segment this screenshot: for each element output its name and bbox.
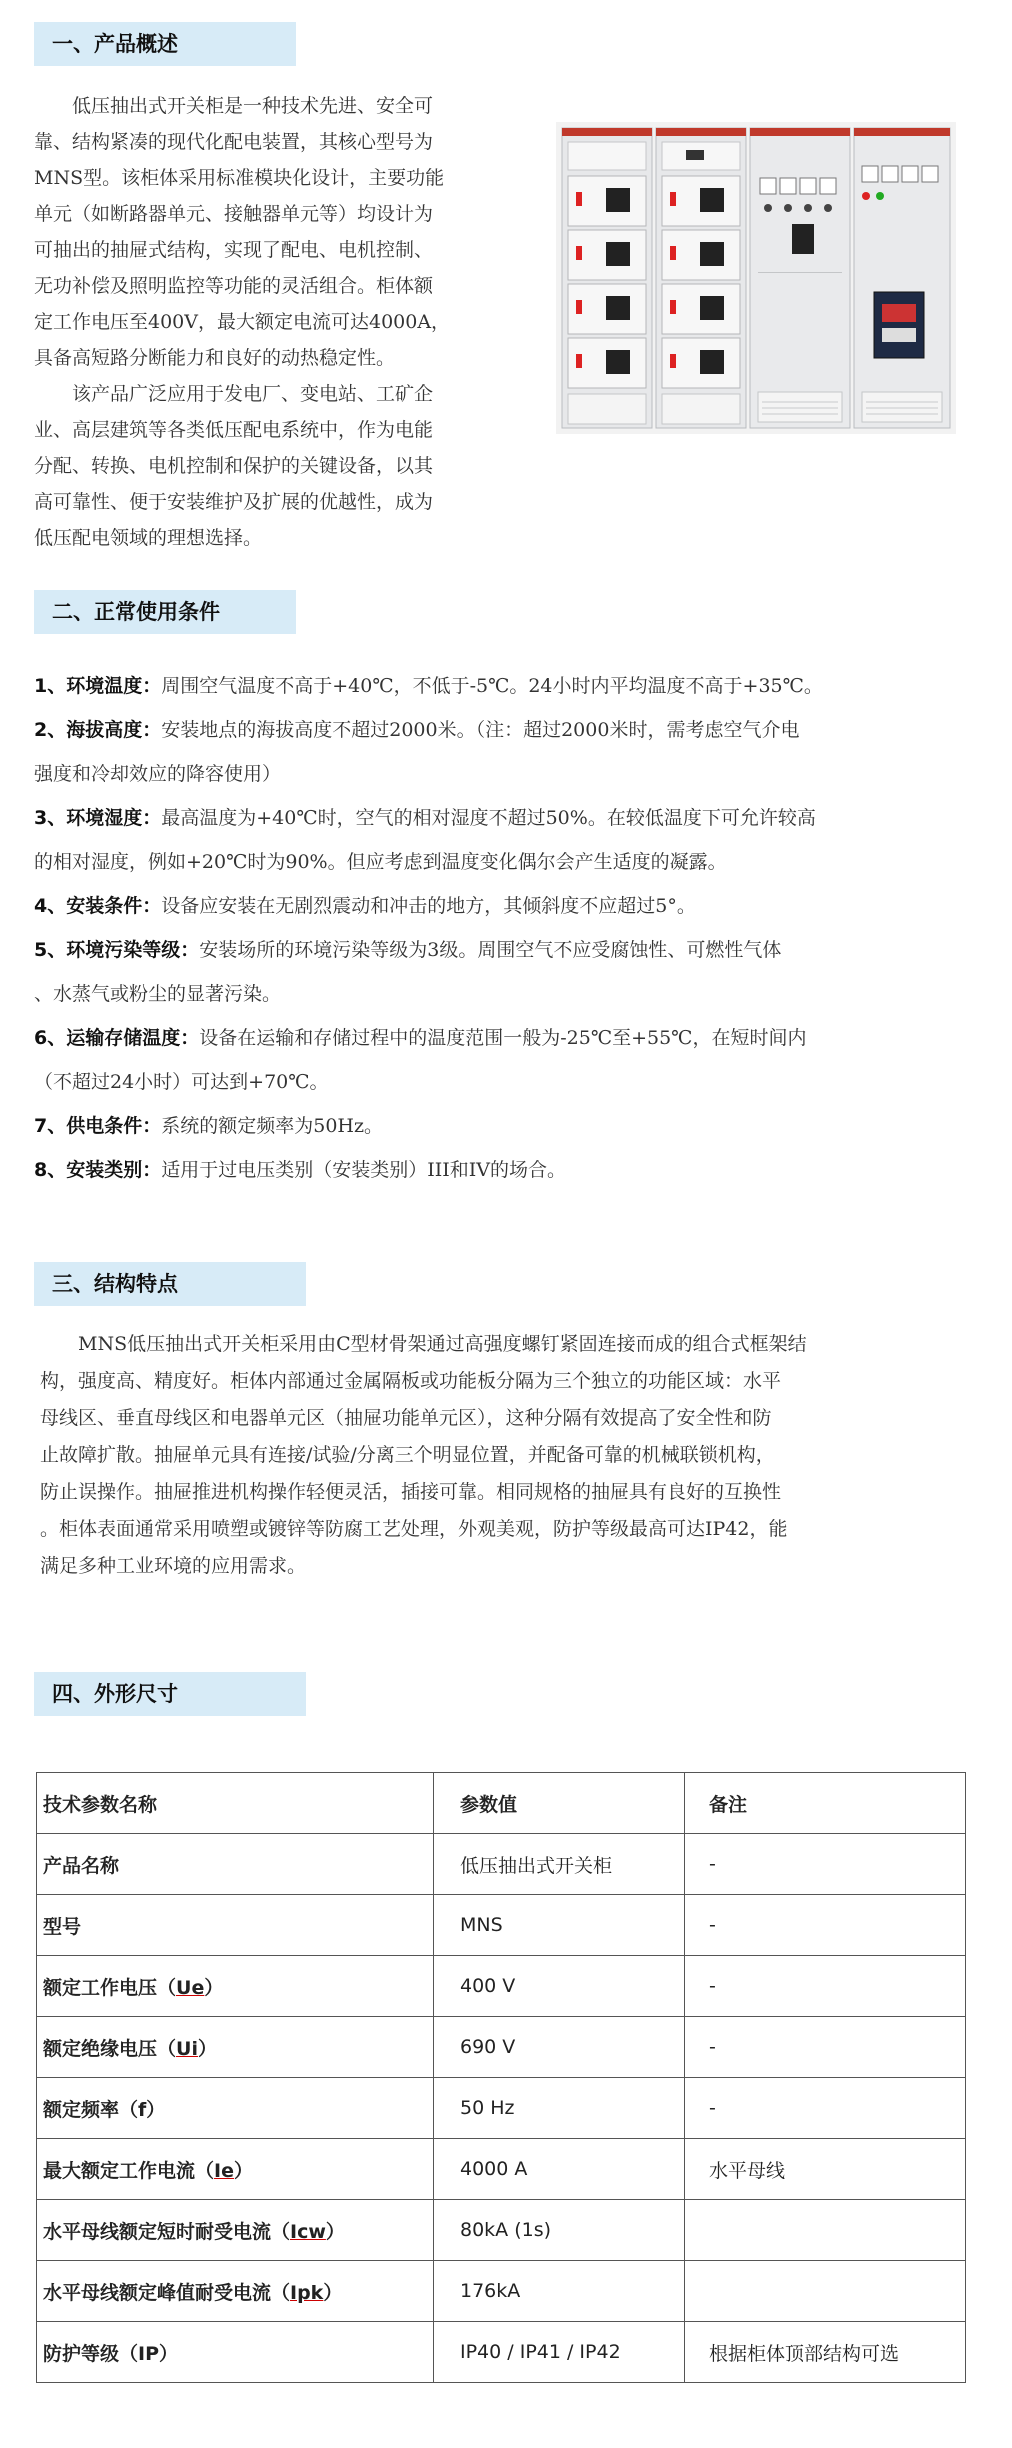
overview-line: 该产品广泛应用于发电厂、变电站、工矿企	[72, 383, 434, 405]
param-note: -	[685, 1834, 966, 1895]
overview-line: MNS型。该柜体采用标准模块化设计，主要功能	[34, 167, 445, 189]
param-value: IP40 / IP41 / IP42	[434, 2322, 685, 2383]
param-name: 最大额定工作电流（Ie）	[37, 2139, 434, 2200]
condition-title: 6、运输存储温度：	[34, 1027, 200, 1049]
condition-item	[34, 1148, 974, 1192]
condition-text: 设备在运输和存储过程中的温度范围一般为-25℃至+55℃，在短时间内	[199, 1027, 807, 1049]
structure-line: 构，强度高、精度好。柜体内部通过金属隔板或功能板分隔为三个独立的功能区域：水平	[40, 1370, 782, 1392]
condition-item	[34, 884, 974, 928]
table-header-row	[37, 1773, 966, 1834]
header-cell: 技术参数名称	[37, 1773, 434, 1834]
param-name: 水平母线额定短时耐受电流（Icw）	[37, 2200, 434, 2261]
param-name: 产品名称	[37, 1834, 434, 1895]
param-value: 低压抽出式开关柜	[434, 1834, 685, 1895]
condition-text: 安装地点的海拔高度不超过2000米。（注：超过2000米时，需考虑空气介电	[161, 719, 800, 741]
overview-line: 靠、结构紧凑的现代化配电装置，其核心型号为	[34, 131, 434, 153]
condition-title: 4、安装条件：	[34, 895, 162, 917]
param-value: 176kA	[434, 2261, 685, 2322]
condition-title: 8、安装类别：	[34, 1159, 162, 1181]
param-note: -	[685, 2078, 966, 2139]
param-name: 水平母线额定峰值耐受电流（Ipk）	[37, 2261, 434, 2322]
condition-text: 系统的额定频率为50Hz。	[161, 1115, 383, 1137]
condition-text: 强度和冷却效应的降容使用）	[34, 763, 282, 785]
condition-text: （不超过24小时）可达到+70℃。	[34, 1071, 329, 1093]
cabinet-4	[854, 128, 950, 428]
condition-title: 1、环境温度：	[34, 675, 162, 697]
overview-line: 无功补偿及照明监控等功能的灵活组合。柜体额	[34, 275, 434, 297]
cabinet-illustration	[556, 122, 956, 434]
param-value: 4000 A	[434, 2139, 685, 2200]
overview-line: 定工作电压至400V，最大额定电流可达4000A，	[34, 311, 451, 333]
section-title-conditions: 二、正常使用条件	[34, 590, 296, 634]
condition-text: 的相对湿度，例如+20℃时为90%。但应考虑到温度变化偶尔会产生适度的凝露。	[34, 851, 727, 873]
structure-line: 。柜体表面通常采用喷塑或镀锌等防腐工艺处理，外观美观，防护等级最高可达IP42，能	[40, 1518, 788, 1540]
condition-text: 设备应安装在无剧烈震动和冲击的地方，其倾斜度不应超过5°。	[161, 895, 696, 917]
overview-line: 具备高短路分断能力和良好的动热稳定性。	[34, 347, 396, 369]
structure-line: 母线区、垂直母线区和电器单元区（抽屉功能单元区），这种分隔有效提高了安全性和防	[40, 1407, 772, 1429]
overview-paragraph-1	[34, 88, 534, 556]
param-note	[685, 2261, 966, 2322]
section-title-dimensions: 四、外形尺寸	[34, 1672, 306, 1716]
condition-item	[34, 928, 974, 1016]
condition-text: 安装场所的环境污染等级为3级。周围空气不应受腐蚀性、可燃性气体	[199, 939, 782, 961]
cabinet-3	[750, 128, 850, 428]
condition-title: 5、环境污染等级：	[34, 939, 200, 961]
table-row	[37, 1895, 966, 1956]
cabinet-2	[656, 128, 746, 428]
param-name: 额定频率（f）	[37, 2078, 434, 2139]
table-row	[37, 2078, 966, 2139]
condition-text: 适用于过电压类别（安装类别）III和IV的场合。	[161, 1159, 566, 1181]
overview-line: 分配、转换、电机控制和保护的关键设备，以其	[34, 455, 434, 477]
overview-line: 业、高层建筑等各类低压配电系统中，作为电能	[34, 419, 434, 441]
conditions-list	[34, 664, 974, 1192]
param-value: 690 V	[434, 2017, 685, 2078]
param-name: 额定工作电压（Ue）	[37, 1956, 434, 2017]
param-value: MNS	[434, 1895, 685, 1956]
structure-line: MNS低压抽出式开关柜采用由C型材骨架通过高强度螺钉紧固连接而成的组合式框架结	[78, 1333, 807, 1355]
table-row	[37, 2139, 966, 2200]
condition-item	[34, 1104, 974, 1148]
table-row	[37, 2200, 966, 2261]
structure-paragraph	[40, 1326, 970, 1585]
spec-table	[36, 1772, 966, 2383]
condition-title: 3、环境湿度：	[34, 807, 162, 829]
header-cell: 备注	[685, 1773, 966, 1834]
overview-line: 低压抽出式开关柜是一种技术先进、安全可	[72, 95, 434, 117]
section-title-overview: 一、产品概述	[34, 22, 296, 66]
param-value: 400 V	[434, 1956, 685, 2017]
table-row	[37, 1956, 966, 2017]
switchgear-cabinet-image	[556, 122, 956, 434]
param-value: 80kA (1s)	[434, 2200, 685, 2261]
condition-item	[34, 708, 974, 796]
overview-line: 高可靠性、便于安装维护及扩展的优越性，成为	[34, 491, 434, 513]
cabinet-1	[562, 128, 652, 428]
table-row	[37, 2322, 966, 2383]
table-row	[37, 2261, 966, 2322]
structure-line: 防止误操作。抽屉推进机构操作轻便灵活，插接可靠。相同规格的抽屉具有良好的互换性	[40, 1481, 782, 1503]
param-name: 额定绝缘电压（Ui）	[37, 2017, 434, 2078]
overview-line: 低压配电领域的理想选择。	[34, 527, 263, 549]
param-note: -	[685, 2017, 966, 2078]
condition-item	[34, 664, 974, 708]
param-name: 型号	[37, 1895, 434, 1956]
table-row	[37, 1834, 966, 1895]
condition-item	[34, 1016, 974, 1104]
condition-title: 2、海拔高度：	[34, 719, 162, 741]
param-note: -	[685, 1895, 966, 1956]
param-name: 防护等级（IP）	[37, 2322, 434, 2383]
condition-item	[34, 796, 974, 884]
param-note: -	[685, 1956, 966, 2017]
structure-line: 满足多种工业环境的应用需求。	[40, 1555, 307, 1577]
overview-line: 可抽出的抽屉式结构，实现了配电、电机控制、	[34, 239, 434, 261]
section-title-structure: 三、结构特点	[34, 1262, 306, 1306]
structure-line: 止故障扩散。抽屉单元具有连接/试验/分离三个明显位置，并配备可靠的机械联锁机构，	[40, 1444, 775, 1466]
param-value: 50 Hz	[434, 2078, 685, 2139]
param-note: 水平母线	[685, 2139, 966, 2200]
condition-text: 、水蒸气或粉尘的显著污染。	[34, 983, 282, 1005]
header-cell: 参数值	[434, 1773, 685, 1834]
condition-text: 周围空气温度不高于+40℃，不低于-5℃。24小时内平均温度不高于+35℃。	[161, 675, 823, 697]
overview-line: 单元（如断路器单元、接触器单元等）均设计为	[34, 203, 434, 225]
condition-text: 最高温度为+40℃时，空气的相对湿度不超过50%。在较低温度下可允许较高	[161, 807, 816, 829]
condition-title: 7、供电条件：	[34, 1115, 162, 1137]
param-note: 根据柜体顶部结构可选	[685, 2322, 966, 2383]
table-row	[37, 2017, 966, 2078]
param-note	[685, 2200, 966, 2261]
